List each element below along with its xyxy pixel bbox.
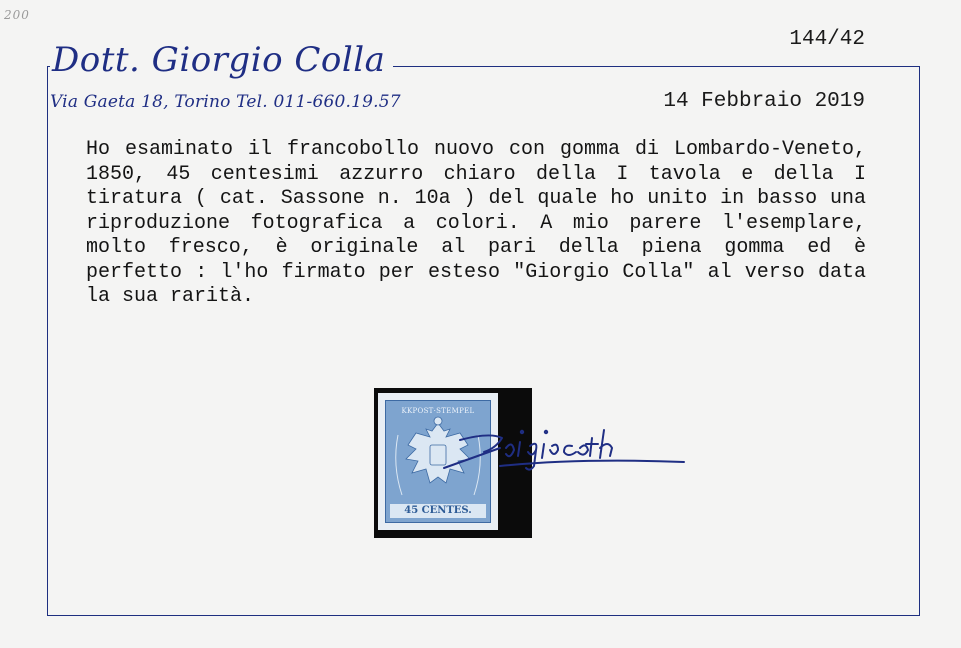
stamp-value: 45 CENTES. [390,504,486,518]
expert-address: Via Gaeta 18, Torino Tel. 011-660.19.57 [50,92,401,112]
signature-mark [440,418,690,478]
certificate-text: Ho esaminato il francobollo nuovo con gomma di Lombardo-Veneto, 1850, 45 centesimi azzurro chiaro della I tavola e della I tiratura ( cat. Sassone n. 10a ) del quale ho unito in basso una riproduzione fotografica a colori. A mio parere l'esemplare, molto fresco, è originale al pari della piena gomma ed è perfetto : l'ho firmato per esteso "Giorgio Colla" al verso data la sua rarità. [86,138,866,308]
stamp-top-text: KKPOST·STEMPEL [401,407,475,415]
expert-name: Dott. Giorgio Colla [50,40,393,80]
pencil-note: 200 [4,8,30,22]
certificate-number: 144/42 [789,28,865,51]
certificate-date: 14 Febbraio 2019 [663,90,865,113]
